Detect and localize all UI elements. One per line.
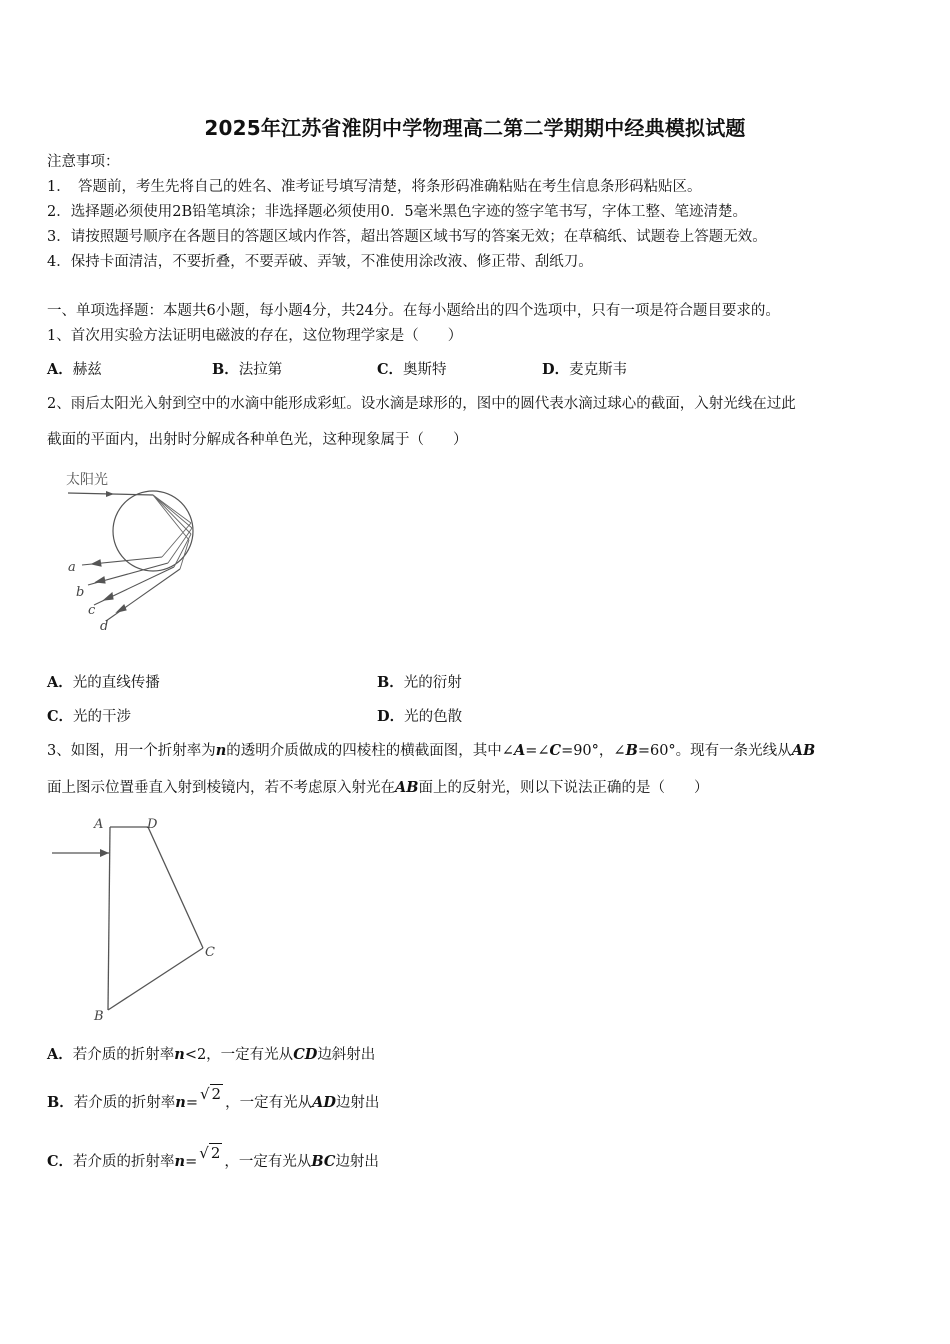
incident-ray	[68, 491, 153, 497]
ray-label-d: d	[100, 619, 109, 634]
q3-option-c: C．若介质的折射率n= √ 2 ，一定有光从BC边射出	[47, 1144, 379, 1170]
vertex-label-a: A	[94, 817, 104, 832]
q2-stem-line1: 2、雨后太阳光入射到空中的水滴中能形成彩虹。设水滴是球形的，图中的圆代表水滴过球心的截面，入射光线在过此	[47, 396, 796, 412]
internal-rays	[153, 495, 192, 569]
page-title: 2025年江苏省淮阴中学物理高二第二学期期中经典模拟试题	[204, 116, 746, 140]
prism-outline	[108, 827, 203, 1010]
raindrop-circle	[113, 491, 193, 571]
q1-stem: 1、首次用实验方法证明电磁波的存在，这位物理学家是（ ）	[47, 328, 463, 344]
prism-figure	[48, 810, 228, 1025]
raindrop-figure	[60, 465, 210, 640]
outgoing-rays	[82, 557, 180, 621]
q1-option-a: A．赫兹	[47, 361, 102, 378]
vertex-label-d: D	[147, 817, 158, 832]
note-item-2: 2．选择题必须使用2B铅笔填涂；非选择题必须使用0．5毫米黑色字迹的签字笔书写，字体工整、笔迹清楚。	[47, 204, 748, 220]
sqrt-symbol: √ 2	[199, 1144, 221, 1162]
q2-stem-line2: 截面的平面内，出射时分解成各种单色光，这种现象属于（ ）	[47, 432, 468, 448]
ray-label-c: c	[88, 603, 96, 618]
ray-label-a: a	[68, 560, 76, 575]
vertex-label-c: C	[205, 945, 215, 960]
incident-light-ray	[52, 849, 109, 857]
q3-option-b: B．若介质的折射率n= √ 2 ，一定有光从AD边射出	[47, 1085, 380, 1111]
q1-option-d: D．麦克斯韦	[542, 361, 628, 378]
note-item-4: 4．保持卡面清洁，不要折叠，不要弄破、弄皱，不准使用涂改液、修正带、刮纸刀。	[47, 254, 593, 270]
q1-option-b: B．法拉第	[212, 361, 283, 378]
note-item-3: 3．请按照题号顺序在各题目的答题区域内作答，超出答题区域书写的答案无效；在草稿纸、试题卷上答题无效。	[47, 229, 767, 245]
sqrt-symbol: √ 2	[199, 1085, 222, 1103]
q2-option-a: A．光的直线传播	[47, 674, 160, 691]
note-item-1: 1． 答题前，考生先将自己的姓名、准考证号填写清楚，将条形码准确粘贴在考生信息条形码粘贴区。	[47, 179, 702, 195]
q3-stem-line1: 3、如图，用一个折射率为n的透明介质做成的四棱柱的横截面图，其中∠A=∠C=90°，∠B=60°。现有一条光线从AB	[47, 742, 816, 759]
q2-option-b: B．光的衍射	[377, 674, 462, 691]
q1-option-c: C．奥斯特	[377, 361, 447, 378]
ray-label-b: b	[76, 585, 85, 600]
q2-option-c: C．光的干涉	[47, 708, 132, 725]
section-heading: 一、单项选择题：本题共6小题，每小题4分，共24分。在每小题给出的四个选项中，只有一项是符合题目要求的。	[47, 303, 780, 319]
q3-stem-line2: 面上图示位置垂直入射到棱镜内，若不考虑原入射光在AB面上的反射光，则以下说法正确的是（ ）	[47, 779, 709, 796]
notes-heading: 注意事项：	[47, 154, 120, 170]
vertex-label-b: B	[94, 1009, 104, 1024]
q2-option-d: D．光的色散	[377, 708, 463, 725]
q3-option-a: A．若介质的折射率n<2，一定有光从CD边斜射出	[47, 1046, 376, 1063]
sunlight-label: 太阳光	[66, 472, 108, 488]
